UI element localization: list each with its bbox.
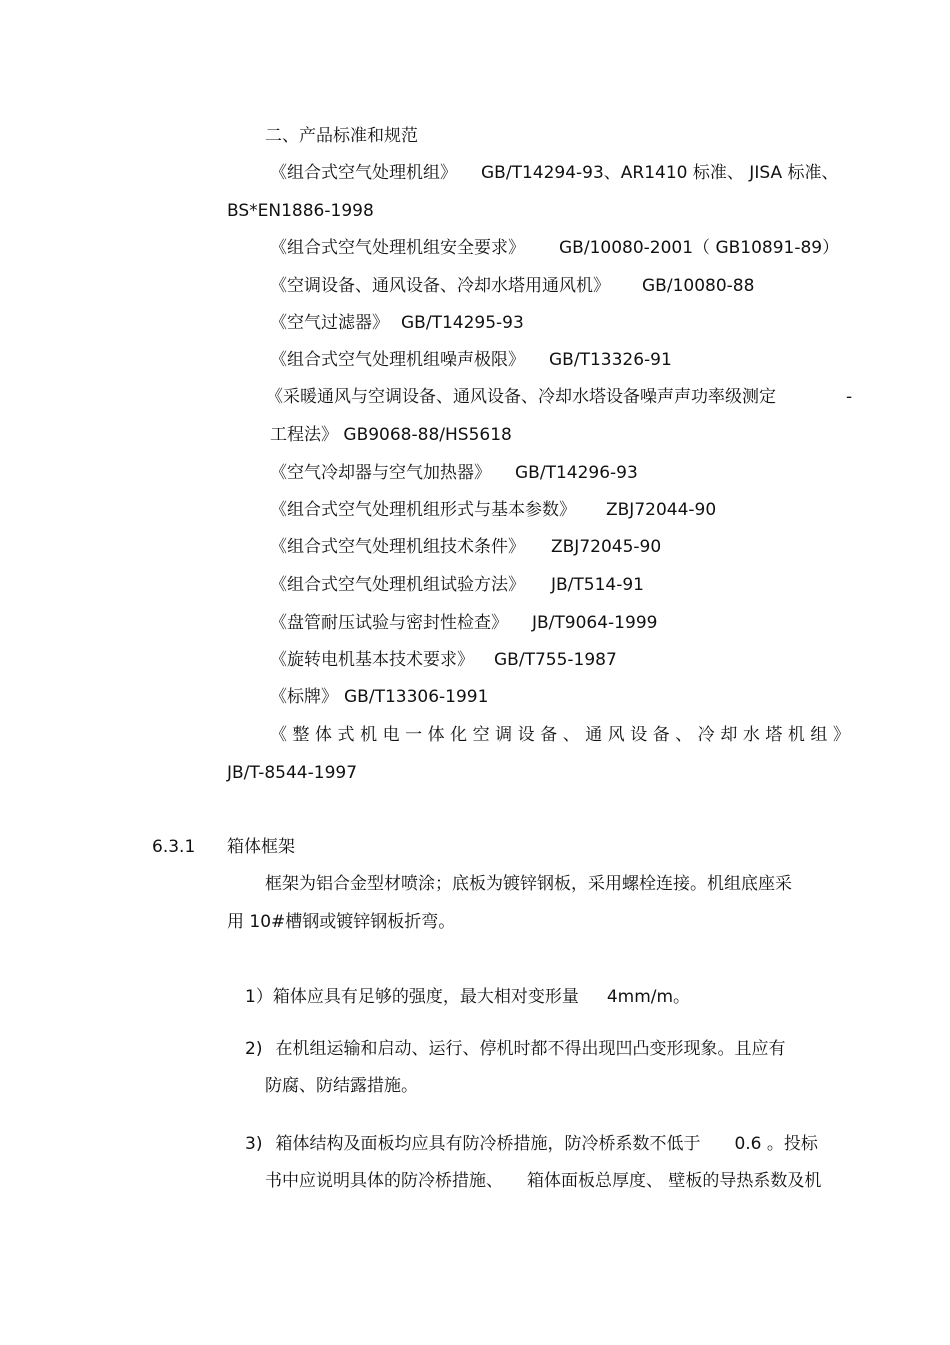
item-3-text: 箱体结构及面板均应具有防冷桥措施，防冷桥系数不低于	[275, 1134, 701, 1154]
standard-8-code: ZBJ72044-90	[606, 500, 717, 520]
standard-8	[270, 499, 716, 521]
s14-char: 体	[427, 725, 445, 745]
s14-char: 式	[337, 725, 355, 745]
s14-char: 、	[562, 725, 580, 745]
item-1	[245, 986, 690, 1008]
s14-char: 塔	[765, 725, 783, 745]
s14-char: 机	[360, 725, 378, 745]
item-3-value: 0.6 。投标	[734, 1134, 818, 1154]
s14-char: 组	[810, 725, 828, 745]
s14-char: 通	[585, 725, 603, 745]
standard-1-wrap: BS*EN1886-1998	[227, 201, 374, 221]
item-3-line-2	[265, 1170, 821, 1192]
frame-paragraph-line-2: 用 10#槽钢或镀锌钢板折弯。	[227, 912, 456, 932]
s14-char: 却	[720, 725, 738, 745]
item-3-text-2b: 箱体面板总厚度、 壁板的导热系数及机	[527, 1171, 822, 1191]
standard-3	[270, 275, 754, 297]
standard-11-title: 《盘管耐压试验与密封性检查》	[270, 613, 508, 633]
standard-9-code: ZBJ72045-90	[551, 537, 662, 557]
standard-5-code: GB/T13326-91	[549, 350, 672, 370]
item-3-text-2a: 书中应说明具体的防冷桥措施、	[265, 1171, 503, 1191]
standard-2-title: 《组合式空气处理机组安全要求》	[270, 238, 525, 258]
standard-13	[270, 686, 488, 708]
s14-char: 体	[315, 725, 333, 745]
standard-6: 《采暖通风与空调设备、通风设备、冷却水塔设备噪声声功率级测定	[266, 387, 776, 407]
standard-14-wrap: JB/T-8544-1997	[227, 763, 358, 783]
s14-char: 调	[495, 725, 513, 745]
standard-5	[270, 349, 672, 371]
subsection-number: 6.3.1	[152, 837, 196, 857]
standard-2-code: GB/10080-2001（ GB10891-89）	[559, 238, 840, 258]
item-2-line-1	[245, 1038, 785, 1060]
standard-11	[270, 612, 657, 634]
standard-9	[270, 536, 661, 558]
standard-4-code: GB/T14295-93	[401, 313, 524, 333]
standard-11-code: JB/T9064-1999	[532, 613, 658, 633]
s14-char: 冷	[697, 725, 715, 745]
item-3-line-1	[245, 1133, 818, 1155]
standard-4-title: 《空气过滤器》	[270, 313, 389, 333]
s14-char: 备	[652, 725, 670, 745]
standard-13-title: 《标牌》	[270, 687, 338, 707]
standard-1	[270, 162, 838, 184]
standard-2	[270, 237, 839, 259]
standard-12-code: GB/T755-1987	[494, 650, 617, 670]
s14-char: 化	[450, 725, 468, 745]
item-2-line-2: 防腐、防结露措施。	[265, 1076, 418, 1096]
s14-char: 风	[607, 725, 625, 745]
standard-9-title: 《组合式空气处理机组技术条件》	[270, 537, 525, 557]
standard-14	[270, 724, 850, 746]
standard-10	[270, 574, 644, 596]
item-1-value: 4mm/m。	[606, 987, 691, 1007]
s14-char: 一	[405, 725, 423, 745]
standard-10-code: JB/T514-91	[551, 575, 645, 595]
item-1-text: 1）箱体应具有足够的强度，最大相对变形量	[245, 987, 579, 1007]
s14-char: 设	[630, 725, 648, 745]
standard-13-code: GB/T13306-1991	[344, 687, 489, 707]
s14-char: 设	[517, 725, 535, 745]
s14-char: 水	[742, 725, 760, 745]
s14-char: 电	[382, 725, 400, 745]
s14-char: 整	[292, 725, 310, 745]
standard-12-title: 《旋转电机基本技术要求》	[270, 650, 474, 670]
standard-3-title: 《空调设备、通风设备、冷却水塔用通风机》	[270, 276, 610, 296]
standard-6-dash: -	[846, 387, 853, 407]
item-2-text: 在机组运输和启动、运行、停机时都不得出现凹凸变形现象。且应有	[275, 1039, 786, 1059]
s14-char: 、	[675, 725, 693, 745]
standard-12	[270, 649, 617, 671]
s14-char: 空	[472, 725, 490, 745]
standard-10-title: 《组合式空气处理机组试验方法》	[270, 575, 525, 595]
standard-3-code: GB/10080-88	[642, 276, 755, 296]
standard-8-title: 《组合式空气处理机组形式与基本参数》	[270, 500, 576, 520]
standard-7-code: GB/T14296-93	[515, 463, 638, 483]
standard-4	[270, 312, 524, 334]
s14-char: 机	[787, 725, 805, 745]
subsection-title: 箱体框架	[227, 837, 295, 857]
frame-paragraph-line-1: 框架为铝合金型材喷涂；底板为镀锌钢板，采用螺栓连接。机组底座采	[265, 874, 792, 894]
s14-char: 备	[540, 725, 558, 745]
standard-6-wrap: 工程法》 GB9068-88/HS5618	[270, 425, 512, 445]
standard-5-title: 《组合式空气处理机组噪声极限》	[270, 350, 525, 370]
item-2-number: 2)	[245, 1039, 263, 1059]
standard-1-title: 《组合式空气处理机组》	[270, 163, 457, 183]
item-3-number: 3)	[245, 1134, 263, 1154]
section-title: 二、产品标准和规范	[265, 126, 418, 146]
standard-1-code: GB/T14294-93、AR1410 标准、 JISA 标准、	[481, 163, 839, 183]
standard-7-title: 《空气冷却器与空气加热器》	[270, 463, 491, 483]
standard-7	[270, 462, 638, 484]
s14-char: 》	[832, 725, 850, 745]
s14-char: 《	[270, 725, 287, 745]
